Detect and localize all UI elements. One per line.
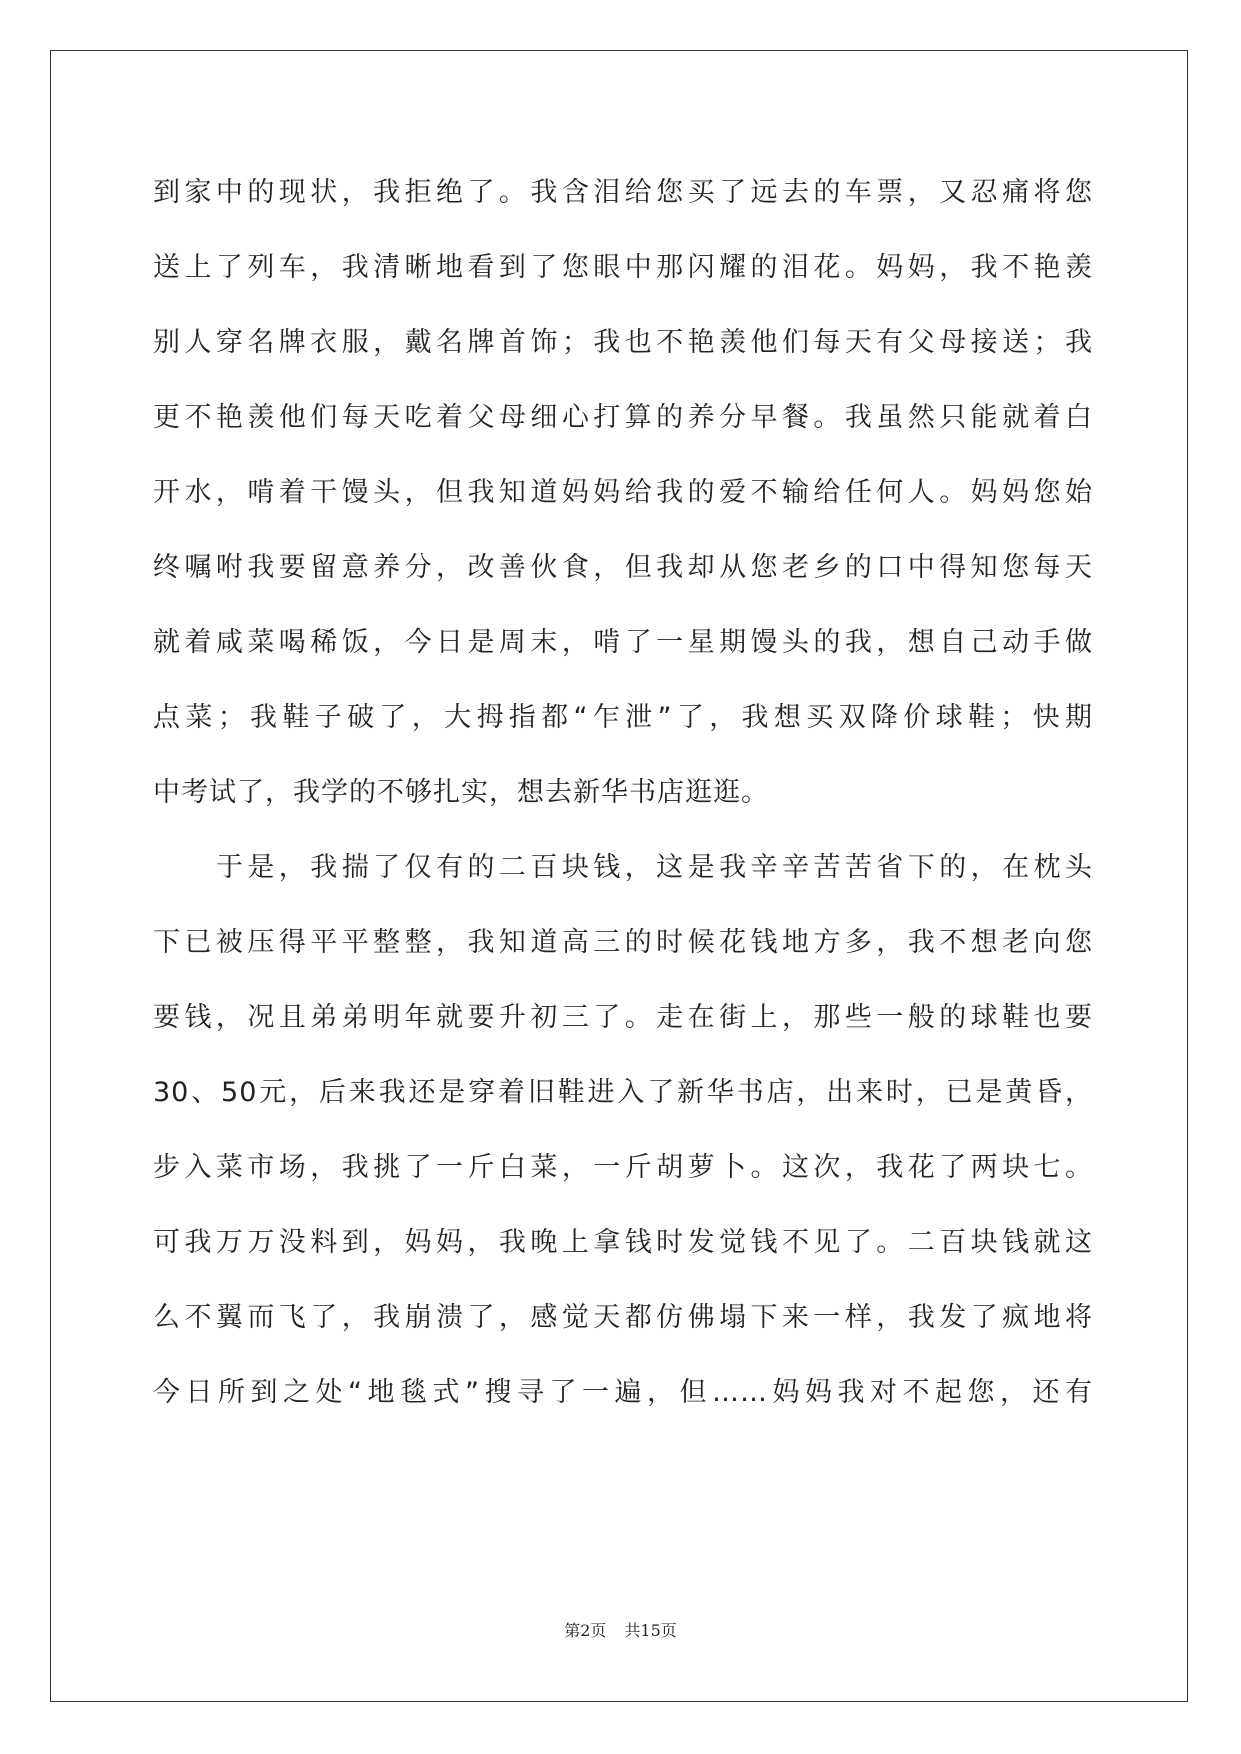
text-line: 送上了列车，我清晰地看到了您眼中那闪耀的泪花。妈妈，我不艳羡 bbox=[153, 252, 1093, 283]
page-total: 共15页 bbox=[624, 1621, 677, 1640]
text-line: 终嘱咐我要留意养分，改善伙食，但我却从您老乡的口中得知您每天 bbox=[153, 552, 1093, 583]
text-line: 就着咸菜喝稀饭，今日是周末，啃了一星期馒头的我，想自己动手做 bbox=[153, 627, 1093, 658]
text-line: 要钱，况且弟弟明年就要升初三了。走在街上，那些一般的球鞋也要 bbox=[153, 1002, 1093, 1033]
text-line: 30、50元，后来我还是穿着旧鞋进入了新华书店，出来时，已是黄昏， bbox=[153, 1077, 1093, 1108]
paragraph-start-line: 于是，我揣了仅有的二百块钱，这是我辛辛苦苦省下的，在枕头 bbox=[153, 852, 1093, 883]
page-footer bbox=[0, 1618, 1241, 1641]
paragraph-end-line: 中考试了，我学的不够扎实，想去新华书店逛逛。 bbox=[153, 777, 769, 808]
text-line: 么不翼而飞了，我崩溃了，感觉天都仿佛塌下来一样，我发了疯地将 bbox=[153, 1302, 1093, 1333]
text-line: 更不艳羡他们每天吃着父母细心打算的养分早餐。我虽然只能就着白 bbox=[153, 402, 1093, 433]
text-line: 开水，啃着干馒头，但我知道妈妈给我的爱不输给任何人。妈妈您始 bbox=[153, 477, 1093, 508]
text-line: 步入菜市场，我挑了一斤白菜，一斤胡萝卜。这次，我花了两块七。 bbox=[153, 1152, 1093, 1183]
text-line: 可我万万没料到，妈妈，我晚上拿钱时发觉钱不见了。二百块钱就这 bbox=[153, 1227, 1093, 1258]
text-line: 今日所到之处“地毯式”搜寻了一遍，但……妈妈我对不起您，还有 bbox=[153, 1377, 1093, 1408]
page-number: 第2页 bbox=[564, 1621, 607, 1640]
text-line: 到家中的现状，我拒绝了。我含泪给您买了远去的车票，又忍痛将您 bbox=[153, 177, 1093, 208]
text-line: 点菜；我鞋子破了，大拇指都“乍泄”了，我想买双降价球鞋；快期 bbox=[153, 702, 1093, 733]
text-line: 下已被压得平平整整，我知道高三的时候花钱地方多，我不想老向您 bbox=[153, 927, 1093, 958]
text-line: 别人穿名牌衣服，戴名牌首饰；我也不艳羡他们每天有父母接送；我 bbox=[153, 327, 1093, 358]
body-text bbox=[153, 155, 1093, 1430]
